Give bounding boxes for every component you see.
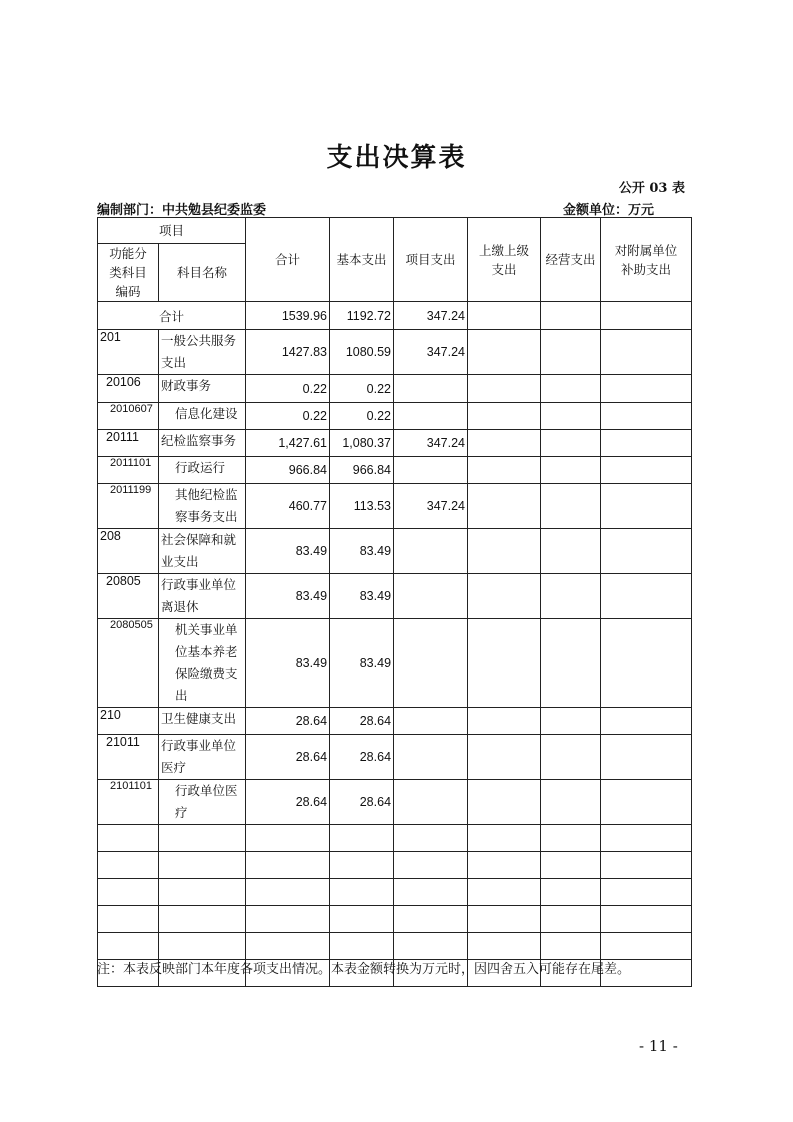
empty-cell — [246, 879, 330, 906]
row-total: 1,427.61 — [246, 430, 330, 457]
row-basic-expenditure: 28.64 — [330, 735, 394, 780]
row-project-expenditure — [394, 529, 468, 574]
empty-cell — [601, 529, 692, 574]
row-code: 208 — [98, 529, 159, 574]
table-row — [98, 735, 692, 780]
row-code: 2011199 — [98, 484, 159, 529]
empty-cell — [98, 825, 159, 852]
row-subject-name: 行政单位医疗 — [159, 780, 246, 825]
table-row — [98, 330, 692, 375]
header-basic-expenditure: 基本支出 — [330, 218, 394, 302]
row-basic-expenditure: 28.64 — [330, 708, 394, 735]
header-upper-level-expenditure: 上缴上级支出 — [468, 218, 541, 302]
empty-cell — [159, 852, 246, 879]
row-total: 0.22 — [246, 403, 330, 430]
empty-cell — [541, 574, 601, 619]
empty-cell — [468, 619, 541, 708]
empty-cell — [468, 780, 541, 825]
empty-cell — [468, 529, 541, 574]
empty-cell — [601, 780, 692, 825]
blank-row — [98, 852, 692, 879]
row-project-expenditure: 347.24 — [394, 330, 468, 375]
total-row-basic: 1192.72 — [330, 302, 394, 330]
blank-row — [98, 933, 692, 960]
empty-cell — [468, 708, 541, 735]
empty-cell — [468, 457, 541, 484]
blank-row — [98, 879, 692, 906]
row-subject-name: 其他纪检监察事务支出 — [159, 484, 246, 529]
empty-cell — [601, 484, 692, 529]
empty-cell — [98, 852, 159, 879]
row-basic-expenditure: 83.49 — [330, 529, 394, 574]
total-row-project: 347.24 — [394, 302, 468, 330]
row-code: 2080505 — [98, 619, 159, 708]
blank-row — [98, 825, 692, 852]
empty-cell — [394, 933, 468, 960]
empty-cell — [601, 825, 692, 852]
header-total: 合计 — [246, 218, 330, 302]
empty-cell — [541, 852, 601, 879]
row-basic-expenditure: 966.84 — [330, 457, 394, 484]
table-row — [98, 430, 692, 457]
row-total: 1427.83 — [246, 330, 330, 375]
empty-cell — [541, 529, 601, 574]
row-subject-name: 机关事业单位基本养老保险缴费支出 — [159, 619, 246, 708]
row-basic-expenditure: 0.22 — [330, 375, 394, 403]
empty-cell — [468, 330, 541, 375]
empty-cell — [330, 852, 394, 879]
empty-cell — [468, 430, 541, 457]
empty-cell — [468, 825, 541, 852]
row-project-expenditure — [394, 619, 468, 708]
empty-cell — [330, 933, 394, 960]
empty-cell — [541, 430, 601, 457]
row-code: 21011 — [98, 735, 159, 780]
empty-cell — [394, 906, 468, 933]
row-subject-name: 财政事务 — [159, 375, 246, 403]
row-basic-expenditure: 113.53 — [330, 484, 394, 529]
row-subject-name: 社会保障和就业支出 — [159, 529, 246, 574]
table-row — [98, 708, 692, 735]
empty-cell — [468, 906, 541, 933]
empty-cell — [468, 735, 541, 780]
row-basic-expenditure: 28.64 — [330, 780, 394, 825]
empty-cell — [98, 933, 159, 960]
empty-cell — [601, 906, 692, 933]
empty-cell — [601, 574, 692, 619]
row-basic-expenditure: 83.49 — [330, 619, 394, 708]
row-subject-name: 行政运行 — [159, 457, 246, 484]
empty-cell — [468, 933, 541, 960]
page-title: 支出决算表 — [326, 143, 467, 173]
header-project: 项目 — [98, 218, 246, 244]
empty-cell — [468, 852, 541, 879]
empty-cell — [468, 574, 541, 619]
empty-cell — [541, 375, 601, 403]
table-row — [98, 619, 692, 708]
empty-cell — [601, 330, 692, 375]
row-code: 2010607 — [98, 403, 159, 430]
empty-cell — [601, 879, 692, 906]
empty-cell — [98, 879, 159, 906]
row-total: 460.77 — [246, 484, 330, 529]
amount-unit-label: 金额单位：万元 — [563, 203, 655, 218]
row-subject-name: 纪检监察事务 — [159, 430, 246, 457]
empty-cell — [468, 879, 541, 906]
row-total: 83.49 — [246, 619, 330, 708]
empty-cell — [541, 619, 601, 708]
empty-cell — [601, 933, 692, 960]
empty-cell — [541, 906, 601, 933]
empty-cell — [541, 330, 601, 375]
table-row — [98, 529, 692, 574]
row-basic-expenditure: 0.22 — [330, 403, 394, 430]
empty-cell — [159, 933, 246, 960]
table-row — [98, 403, 692, 430]
header-subsidiary-expenditure: 对附属单位补助支出 — [601, 218, 692, 302]
row-total: 966.84 — [246, 457, 330, 484]
row-project-expenditure: 347.24 — [394, 430, 468, 457]
empty-cell — [541, 708, 601, 735]
table-row — [98, 484, 692, 529]
empty-cell — [98, 906, 159, 933]
total-row-total: 1539.96 — [246, 302, 330, 330]
table-row — [98, 457, 692, 484]
empty-cell — [601, 619, 692, 708]
empty-cell — [246, 906, 330, 933]
empty-cell — [541, 933, 601, 960]
empty-cell — [330, 879, 394, 906]
department-label: 编制部门：中共勉县纪委监委 — [97, 203, 267, 218]
empty-cell — [159, 825, 246, 852]
table-row — [98, 375, 692, 403]
empty-cell — [330, 906, 394, 933]
empty-cell — [159, 906, 246, 933]
page-number: - 11 - — [639, 1037, 678, 1055]
blank-row — [98, 906, 692, 933]
row-project-expenditure — [394, 457, 468, 484]
empty-cell — [601, 457, 692, 484]
row-basic-expenditure: 83.49 — [330, 574, 394, 619]
empty-cell — [601, 375, 692, 403]
empty-cell — [394, 879, 468, 906]
empty-cell — [601, 852, 692, 879]
table-row — [98, 574, 692, 619]
row-project-expenditure — [394, 708, 468, 735]
empty-cell — [541, 484, 601, 529]
row-subject-name: 一般公共服务支出 — [159, 330, 246, 375]
form-number: 公开 03 表 — [618, 181, 685, 196]
empty-cell — [601, 708, 692, 735]
row-subject-name: 信息化建设 — [159, 403, 246, 430]
row-project-expenditure — [394, 375, 468, 403]
row-project-expenditure — [394, 780, 468, 825]
row-code: 20111 — [98, 430, 159, 457]
empty-cell — [601, 403, 692, 430]
total-row-label: 合计 — [98, 302, 246, 330]
row-code: 20106 — [98, 375, 159, 403]
empty-cell — [159, 879, 246, 906]
empty-cell — [468, 375, 541, 403]
empty-cell — [601, 430, 692, 457]
row-total: 0.22 — [246, 375, 330, 403]
empty-cell — [246, 933, 330, 960]
header-business-expenditure: 经营支出 — [541, 218, 601, 302]
empty-cell — [601, 735, 692, 780]
row-subject-name: 行政事业单位医疗 — [159, 735, 246, 780]
row-project-expenditure — [394, 574, 468, 619]
row-subject-name: 卫生健康支出 — [159, 708, 246, 735]
empty-cell — [330, 825, 394, 852]
row-total: 28.64 — [246, 735, 330, 780]
table-row — [98, 780, 692, 825]
row-project-expenditure: 347.24 — [394, 484, 468, 529]
row-code: 2011101 — [98, 457, 159, 484]
row-total: 28.64 — [246, 708, 330, 735]
empty-cell — [541, 780, 601, 825]
empty-cell — [246, 825, 330, 852]
footnote: 注：本表反映部门本年度各项支出情况。本表金额转换为万元时，因四舍五入可能存在尾差。 — [97, 962, 631, 977]
header-subject-name: 科目名称 — [159, 244, 246, 302]
row-subject-name: 行政事业单位离退休 — [159, 574, 246, 619]
row-total: 28.64 — [246, 780, 330, 825]
row-total: 83.49 — [246, 529, 330, 574]
row-total: 83.49 — [246, 574, 330, 619]
empty-cell — [394, 825, 468, 852]
row-code: 210 — [98, 708, 159, 735]
row-code: 201 — [98, 330, 159, 375]
empty-cell — [468, 403, 541, 430]
header-project-expenditure: 项目支出 — [394, 218, 468, 302]
empty-cell — [541, 735, 601, 780]
empty-cell — [541, 879, 601, 906]
empty-cell — [541, 825, 601, 852]
empty-cell — [541, 403, 601, 430]
total-row — [98, 302, 692, 330]
row-project-expenditure — [394, 403, 468, 430]
empty-cell — [394, 852, 468, 879]
header-function-code: 功能分类科目编码 — [98, 244, 159, 302]
row-project-expenditure — [394, 735, 468, 780]
empty-cell — [468, 484, 541, 529]
row-code: 20805 — [98, 574, 159, 619]
empty-cell — [541, 457, 601, 484]
row-basic-expenditure: 1,080.37 — [330, 430, 394, 457]
row-basic-expenditure: 1080.59 — [330, 330, 394, 375]
empty-cell — [246, 852, 330, 879]
row-code: 2101101 — [98, 780, 159, 825]
expenditure-table — [97, 217, 692, 987]
